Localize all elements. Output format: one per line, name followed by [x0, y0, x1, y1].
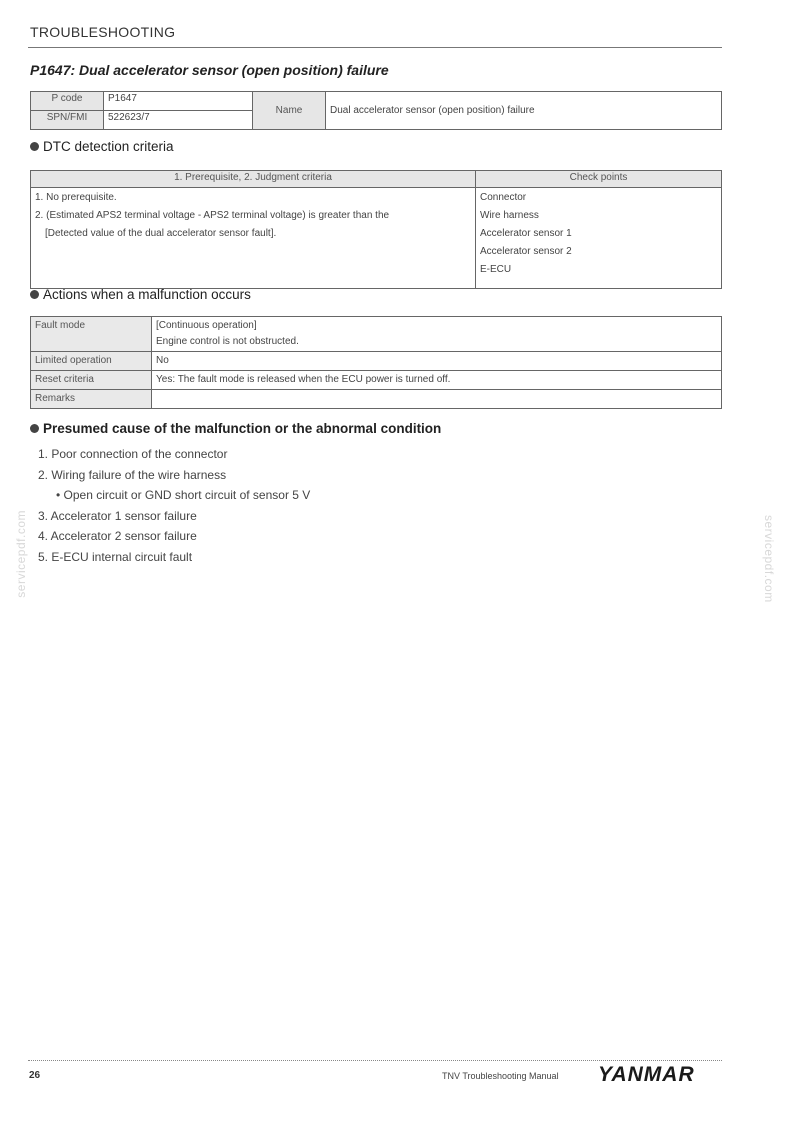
- dtc-heading: [30, 139, 174, 154]
- check-point: Wire harness: [480, 210, 539, 221]
- check-point: Connector: [480, 192, 527, 203]
- name-value: Dual accelerator sensor (open position) failure: [326, 92, 722, 130]
- criteria-col-header: 1. Prerequisite, 2. Judgment criteria: [31, 171, 476, 188]
- limited-operation-value: No: [152, 352, 722, 371]
- causes-heading-text: Presumed cause of the malfunction or the abnormal condition: [43, 421, 442, 436]
- check-point: Accelerator sensor 2: [480, 246, 572, 257]
- p-code-label: P code: [31, 92, 104, 111]
- fault-mode-line: Engine control is not obstructed.: [156, 336, 299, 347]
- reset-criteria-value: Yes: The fault mode is released when the ECU power is turned off.: [152, 371, 722, 390]
- bullet-icon: [30, 424, 39, 433]
- section-header: TROUBLESHOOTING: [30, 24, 176, 40]
- remarks-label: Remarks: [31, 390, 152, 409]
- bullet-icon: [30, 142, 39, 151]
- limited-operation-label: Limited operation: [31, 352, 152, 371]
- fault-mode-label: Fault mode: [31, 317, 152, 352]
- spn-fmi-value: 522623/7: [104, 111, 253, 130]
- causes-list: [38, 444, 310, 567]
- footer-divider: [28, 1060, 722, 1061]
- remarks-value: [152, 390, 722, 409]
- cause-sub-item: • Open circuit or GND short circuit of sensor 5 V: [56, 488, 311, 502]
- watermark-left: servicepdf.com: [14, 510, 28, 598]
- manual-name: TNV Troubleshooting Manual: [442, 1071, 559, 1081]
- fault-mode-line: [Continuous operation]: [156, 320, 257, 331]
- cause-item: 3. Accelerator 1 sensor failure: [38, 508, 197, 523]
- criteria-cell: [31, 188, 476, 289]
- causes-heading: [30, 421, 441, 436]
- criteria-line: 1. No prerequisite.: [35, 192, 117, 203]
- check-points-cell: [476, 188, 722, 289]
- bullet-icon: [30, 290, 39, 299]
- actions-heading-text: Actions when a malfunction occurs: [43, 287, 251, 302]
- dtc-heading-text: DTC detection criteria: [43, 139, 174, 154]
- check-points-col-header: Check points: [476, 171, 722, 188]
- yanmar-logo: YANMAR: [598, 1063, 695, 1086]
- reset-criteria-label: Reset criteria: [31, 371, 152, 390]
- cause-item: 4. Accelerator 2 sensor failure: [38, 529, 197, 543]
- check-point: Accelerator sensor 1: [480, 228, 572, 239]
- dtc-criteria-table: [30, 170, 722, 289]
- code-table: [30, 91, 722, 130]
- check-point: E-ECU: [480, 264, 512, 275]
- watermark-right: servicepdf.com: [762, 515, 776, 603]
- fault-mode-value: [152, 317, 722, 352]
- p-code-value: P1647: [104, 92, 253, 111]
- name-label: Name: [253, 92, 326, 130]
- actions-table: [30, 316, 722, 409]
- cause-item: 1. Poor connection of the connector: [38, 447, 228, 461]
- header-divider: [28, 47, 722, 48]
- criteria-line: 2. (Estimated APS2 terminal voltage - APS2 terminal voltage) is greater than the: [35, 210, 390, 221]
- spn-fmi-label: SPN/FMI: [31, 111, 104, 130]
- page-number: 26: [29, 1070, 41, 1081]
- criteria-line: [Detected value of the dual accelerator sensor fault].: [45, 228, 277, 239]
- actions-heading: [30, 287, 251, 302]
- cause-item: 2. Wiring failure of the wire harness: [38, 467, 227, 482]
- page-title: P1647: Dual accelerator sensor (open position) failure: [30, 62, 389, 78]
- cause-item: 5. E-ECU internal circuit fault: [38, 549, 193, 564]
